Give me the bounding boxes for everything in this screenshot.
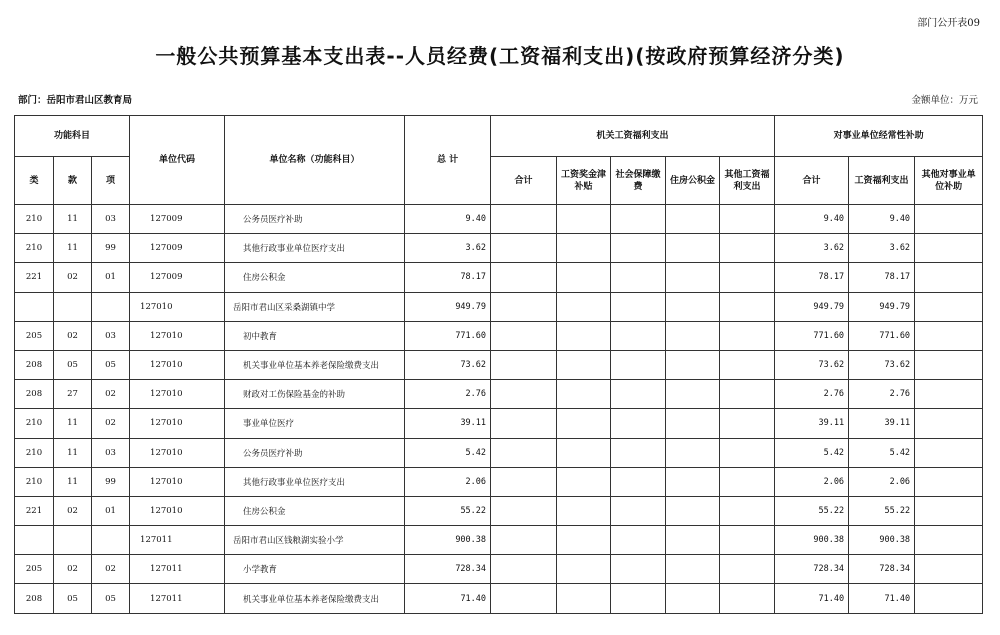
header-inst-other: 其他对事业单位补助 — [915, 157, 983, 205]
cell-lei: 221 — [15, 263, 54, 292]
cell-xiang: 99 — [92, 234, 130, 263]
cell-inst-wage: 949.79 — [849, 292, 915, 321]
cell-org-other — [720, 438, 775, 467]
cell-unit-name: 岳阳市君山区采桑湖镇中学 — [225, 292, 405, 321]
cell-lei: 210 — [15, 467, 54, 496]
cell-inst-wage: 71.40 — [849, 584, 915, 613]
cell-inst-sum: 78.17 — [775, 263, 849, 292]
cell-unit-name: 住房公积金 — [225, 263, 405, 292]
cell-unit-code: 127010 — [130, 438, 225, 467]
cell-inst-sum: 900.38 — [775, 526, 849, 555]
header-org-housing: 住房公积金 — [666, 157, 720, 205]
cell-total: 78.17 — [405, 263, 491, 292]
cell-xiang: 02 — [92, 409, 130, 438]
cell-org-other — [720, 234, 775, 263]
header-unit-code: 单位代码 — [130, 116, 225, 205]
cell-unit-code: 127011 — [130, 584, 225, 613]
cell-unit-name: 岳阳市君山区钱粮湖实验小学 — [225, 526, 405, 555]
cell-inst-wage: 78.17 — [849, 263, 915, 292]
cell-unit-code: 127010 — [130, 496, 225, 525]
budget-table — [14, 115, 983, 614]
table-row — [15, 438, 983, 467]
cell-org-other — [720, 292, 775, 321]
cell-inst-other — [915, 380, 983, 409]
cell-org-bonus — [557, 205, 611, 234]
cell-org-social — [611, 555, 666, 584]
cell-lei: 210 — [15, 234, 54, 263]
cell-kuan: 02 — [54, 555, 92, 584]
cell-unit-code: 127011 — [130, 526, 225, 555]
table-row — [15, 205, 983, 234]
cell-inst-sum: 949.79 — [775, 292, 849, 321]
header-xiang: 项 — [92, 157, 130, 205]
cell-org-bonus — [557, 526, 611, 555]
cell-inst-other — [915, 496, 983, 525]
cell-kuan: 02 — [54, 496, 92, 525]
cell-org-housing — [666, 496, 720, 525]
cell-org-sum — [491, 409, 557, 438]
cell-xiang — [92, 526, 130, 555]
header-unit-name: 单位名称（功能科目） — [225, 116, 405, 205]
cell-lei: 208 — [15, 584, 54, 613]
table-row — [15, 584, 983, 613]
cell-unit-name: 小学教育 — [225, 555, 405, 584]
cell-org-other — [720, 205, 775, 234]
cell-inst-wage: 73.62 — [849, 350, 915, 379]
cell-unit-code: 127010 — [130, 467, 225, 496]
table-body — [15, 205, 983, 614]
cell-org-social — [611, 584, 666, 613]
currency-unit-label: 金额单位：万元 — [911, 95, 978, 106]
cell-org-bonus — [557, 321, 611, 350]
cell-unit-code: 127010 — [130, 292, 225, 321]
cell-kuan: 02 — [54, 263, 92, 292]
cell-lei: 221 — [15, 496, 54, 525]
cell-inst-wage: 900.38 — [849, 526, 915, 555]
cell-lei — [15, 292, 54, 321]
cell-total: 39.11 — [405, 409, 491, 438]
cell-unit-name: 公务员医疗补助 — [225, 205, 405, 234]
cell-org-housing — [666, 584, 720, 613]
cell-inst-wage: 39.11 — [849, 409, 915, 438]
cell-kuan — [54, 292, 92, 321]
cell-org-housing — [666, 234, 720, 263]
cell-unit-name: 初中教育 — [225, 321, 405, 350]
table-row — [15, 263, 983, 292]
cell-inst-other — [915, 350, 983, 379]
cell-org-social — [611, 321, 666, 350]
cell-org-social — [611, 263, 666, 292]
cell-unit-code: 127011 — [130, 555, 225, 584]
cell-kuan: 02 — [54, 321, 92, 350]
cell-org-other — [720, 584, 775, 613]
cell-lei: 205 — [15, 321, 54, 350]
cell-inst-wage: 2.76 — [849, 380, 915, 409]
header-inst-group: 对事业单位经常性补助 — [775, 116, 983, 157]
cell-org-other — [720, 380, 775, 409]
cell-xiang: 05 — [92, 350, 130, 379]
cell-kuan: 11 — [54, 438, 92, 467]
cell-total: 3.62 — [405, 234, 491, 263]
cell-inst-sum: 2.06 — [775, 467, 849, 496]
cell-inst-other — [915, 292, 983, 321]
cell-org-sum — [491, 263, 557, 292]
cell-unit-name: 事业单位医疗 — [225, 409, 405, 438]
cell-org-housing — [666, 292, 720, 321]
cell-total: 2.06 — [405, 467, 491, 496]
cell-org-bonus — [557, 263, 611, 292]
cell-unit-name: 机关事业单位基本养老保险缴费支出 — [225, 584, 405, 613]
cell-lei — [15, 526, 54, 555]
cell-org-housing — [666, 263, 720, 292]
cell-org-sum — [491, 467, 557, 496]
cell-unit-code: 127010 — [130, 350, 225, 379]
cell-org-other — [720, 409, 775, 438]
cell-org-other — [720, 496, 775, 525]
cell-org-bonus — [557, 584, 611, 613]
cell-xiang: 99 — [92, 467, 130, 496]
cell-org-other — [720, 350, 775, 379]
table-row — [15, 321, 983, 350]
cell-org-bonus — [557, 555, 611, 584]
table-row — [15, 555, 983, 584]
cell-inst-wage: 728.34 — [849, 555, 915, 584]
cell-lei: 205 — [15, 555, 54, 584]
cell-lei: 208 — [15, 350, 54, 379]
cell-inst-wage: 771.60 — [849, 321, 915, 350]
cell-inst-other — [915, 234, 983, 263]
cell-kuan: 11 — [54, 467, 92, 496]
cell-org-sum — [491, 234, 557, 263]
header-inst-sum: 合计 — [775, 157, 849, 205]
cell-inst-wage: 3.62 — [849, 234, 915, 263]
cell-org-sum — [491, 205, 557, 234]
cell-total: 9.40 — [405, 205, 491, 234]
table-row — [15, 380, 983, 409]
cell-inst-sum: 71.40 — [775, 584, 849, 613]
cell-org-social — [611, 438, 666, 467]
cell-inst-other — [915, 438, 983, 467]
cell-kuan: 11 — [54, 409, 92, 438]
cell-org-social — [611, 467, 666, 496]
cell-kuan: 27 — [54, 380, 92, 409]
department-label: 部门：岳阳市君山区教育局 — [18, 95, 133, 106]
cell-unit-code: 127009 — [130, 234, 225, 263]
cell-total: 900.38 — [405, 526, 491, 555]
cell-org-bonus — [557, 409, 611, 438]
cell-org-housing — [666, 350, 720, 379]
cell-total: 2.76 — [405, 380, 491, 409]
cell-kuan — [54, 526, 92, 555]
cell-org-other — [720, 526, 775, 555]
cell-org-bonus — [557, 467, 611, 496]
cell-inst-other — [915, 321, 983, 350]
cell-inst-wage: 55.22 — [849, 496, 915, 525]
cell-lei: 208 — [15, 380, 54, 409]
cell-org-social — [611, 496, 666, 525]
cell-org-social — [611, 205, 666, 234]
cell-org-sum — [491, 321, 557, 350]
cell-inst-wage: 2.06 — [849, 467, 915, 496]
cell-inst-sum: 73.62 — [775, 350, 849, 379]
cell-org-bonus — [557, 234, 611, 263]
cell-xiang: 02 — [92, 380, 130, 409]
cell-lei: 210 — [15, 438, 54, 467]
cell-org-sum — [491, 380, 557, 409]
header-lei: 类 — [15, 157, 54, 205]
cell-org-sum — [491, 292, 557, 321]
header-org-bonus: 工资奖金津补贴 — [557, 157, 611, 205]
header-kuan: 款 — [54, 157, 92, 205]
cell-inst-other — [915, 584, 983, 613]
cell-inst-other — [915, 467, 983, 496]
header-org-social: 社会保障缴费 — [611, 157, 666, 205]
cell-inst-sum: 771.60 — [775, 321, 849, 350]
cell-xiang: 01 — [92, 496, 130, 525]
cell-inst-sum: 9.40 — [775, 205, 849, 234]
header-total: 总 计 — [405, 116, 491, 205]
cell-inst-sum: 55.22 — [775, 496, 849, 525]
cell-org-housing — [666, 467, 720, 496]
cell-org-housing — [666, 409, 720, 438]
cell-unit-name: 公务员医疗补助 — [225, 438, 405, 467]
cell-org-housing — [666, 526, 720, 555]
cell-org-housing — [666, 438, 720, 467]
table-row — [15, 234, 983, 263]
cell-xiang: 05 — [92, 584, 130, 613]
page-title: 一般公共预算基本支出表--人员经费(工资福利支出)(按政府预算经济分类) — [155, 44, 845, 68]
cell-org-sum — [491, 526, 557, 555]
cell-inst-sum: 5.42 — [775, 438, 849, 467]
cell-xiang: 01 — [92, 263, 130, 292]
cell-unit-name: 住房公积金 — [225, 496, 405, 525]
cell-inst-wage: 5.42 — [849, 438, 915, 467]
cell-inst-sum: 2.76 — [775, 380, 849, 409]
cell-unit-name: 财政对工伤保险基金的补助 — [225, 380, 405, 409]
cell-inst-other — [915, 409, 983, 438]
cell-kuan: 05 — [54, 584, 92, 613]
cell-total: 73.62 — [405, 350, 491, 379]
header-func-subject: 功能科目 — [15, 116, 130, 157]
table-row — [15, 350, 983, 379]
cell-inst-sum: 39.11 — [775, 409, 849, 438]
header-org-other: 其他工资福利支出 — [720, 157, 775, 205]
cell-total: 55.22 — [405, 496, 491, 525]
cell-org-other — [720, 467, 775, 496]
cell-org-housing — [666, 321, 720, 350]
cell-xiang: 03 — [92, 438, 130, 467]
cell-unit-code: 127010 — [130, 409, 225, 438]
cell-org-other — [720, 263, 775, 292]
cell-kuan: 11 — [54, 234, 92, 263]
cell-org-bonus — [557, 438, 611, 467]
cell-inst-other — [915, 555, 983, 584]
cell-org-housing — [666, 205, 720, 234]
cell-kuan: 05 — [54, 350, 92, 379]
table-row — [15, 467, 983, 496]
cell-org-bonus — [557, 292, 611, 321]
header-org-sum: 合计 — [491, 157, 557, 205]
cell-org-sum — [491, 438, 557, 467]
cell-unit-code: 127010 — [130, 380, 225, 409]
header-org-group: 机关工资福利支出 — [491, 116, 775, 157]
cell-unit-name: 其他行政事业单位医疗支出 — [225, 234, 405, 263]
cell-unit-code: 127009 — [130, 263, 225, 292]
cell-org-bonus — [557, 350, 611, 379]
cell-org-housing — [666, 380, 720, 409]
cell-org-social — [611, 380, 666, 409]
header-inst-wage: 工资福利支出 — [849, 157, 915, 205]
cell-org-housing — [666, 555, 720, 584]
cell-lei: 210 — [15, 409, 54, 438]
cell-inst-sum: 3.62 — [775, 234, 849, 263]
cell-kuan: 11 — [54, 205, 92, 234]
cell-inst-wage: 9.40 — [849, 205, 915, 234]
cell-org-other — [720, 321, 775, 350]
cell-org-sum — [491, 584, 557, 613]
cell-unit-name: 机关事业单位基本养老保险缴费支出 — [225, 350, 405, 379]
table-row — [15, 526, 983, 555]
cell-unit-code: 127010 — [130, 321, 225, 350]
cell-lei: 210 — [15, 205, 54, 234]
form-number: 部门公开表09 — [917, 18, 980, 29]
cell-org-social — [611, 350, 666, 379]
cell-inst-other — [915, 263, 983, 292]
cell-org-sum — [491, 555, 557, 584]
cell-org-sum — [491, 496, 557, 525]
cell-total: 728.34 — [405, 555, 491, 584]
cell-unit-code: 127009 — [130, 205, 225, 234]
cell-org-social — [611, 409, 666, 438]
cell-total: 771.60 — [405, 321, 491, 350]
cell-inst-other — [915, 526, 983, 555]
cell-xiang: 02 — [92, 555, 130, 584]
cell-total: 5.42 — [405, 438, 491, 467]
cell-inst-other — [915, 205, 983, 234]
cell-total: 71.40 — [405, 584, 491, 613]
cell-xiang — [92, 292, 130, 321]
cell-xiang: 03 — [92, 205, 130, 234]
cell-total: 949.79 — [405, 292, 491, 321]
table-row — [15, 496, 983, 525]
cell-org-sum — [491, 350, 557, 379]
cell-org-bonus — [557, 496, 611, 525]
cell-unit-name: 其他行政事业单位医疗支出 — [225, 467, 405, 496]
cell-org-social — [611, 234, 666, 263]
cell-xiang: 03 — [92, 321, 130, 350]
cell-org-other — [720, 555, 775, 584]
cell-org-bonus — [557, 380, 611, 409]
cell-org-social — [611, 292, 666, 321]
cell-org-social — [611, 526, 666, 555]
cell-inst-sum: 728.34 — [775, 555, 849, 584]
table-row — [15, 292, 983, 321]
table-row — [15, 409, 983, 438]
